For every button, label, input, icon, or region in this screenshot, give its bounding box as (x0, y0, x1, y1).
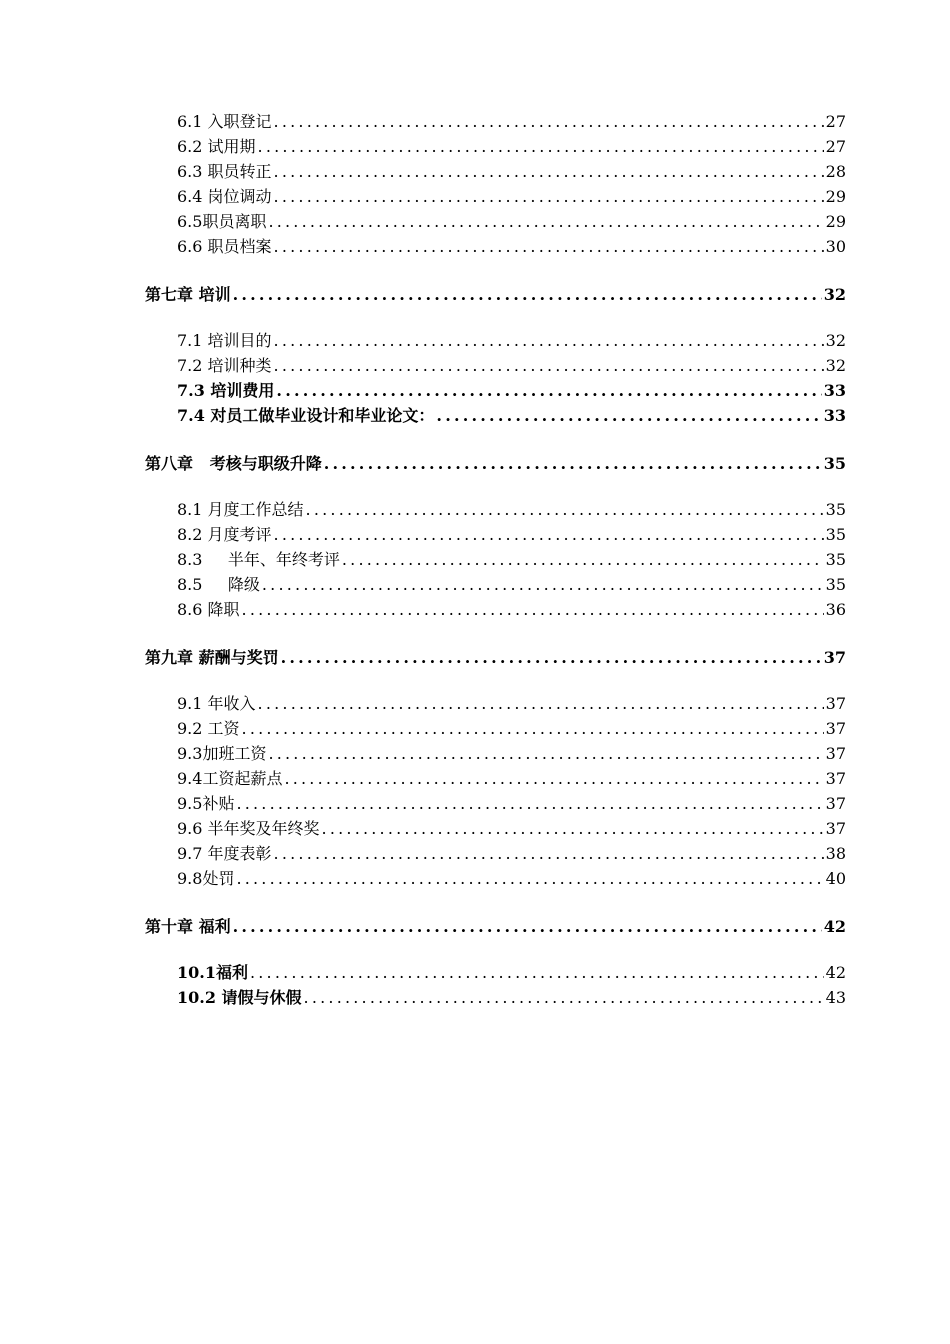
toc-dot-leader (342, 550, 824, 570)
toc-dot-leader (268, 212, 823, 232)
toc-page-number: 37 (825, 719, 846, 738)
toc-dot-leader (306, 500, 824, 520)
toc-section-entry[interactable] (177, 595, 846, 620)
toc-section-entry[interactable] (177, 958, 846, 983)
toc-entry-title: 第七章 培训 (145, 285, 231, 304)
toc-entry-title: 7.2 培训种类 (177, 356, 272, 375)
toc-section-entry[interactable] (177, 495, 846, 520)
toc-chapter-entry[interactable] (145, 449, 846, 474)
toc-dot-leader (268, 744, 823, 764)
toc-entry-title: 9.5补贴 (177, 794, 235, 813)
toc-entry-title: 第八章 考核与职级升降 (145, 454, 322, 473)
toc-entry-title: 第十章 福利 (145, 917, 231, 936)
toc-dot-leader (274, 844, 824, 864)
toc-entry-title: 9.4工资起薪点 (177, 769, 283, 788)
toc-entry-title: 6.2 试用期 (177, 137, 256, 156)
toc-page-number: 43 (825, 988, 846, 1007)
toc-entry-title: 8.5 降级 (177, 575, 260, 594)
toc-page-number: 40 (825, 869, 846, 888)
toc-page-number: 27 (825, 112, 846, 131)
toc-entry-title: 6.4 岗位调动 (177, 187, 272, 206)
toc-dot-leader (322, 819, 824, 839)
toc-section-entry[interactable] (177, 789, 846, 814)
toc-dot-leader (258, 137, 824, 157)
toc-entry-title: 6.3 职员转正 (177, 162, 272, 181)
toc-dot-leader (262, 575, 824, 595)
toc-dot-leader (236, 794, 823, 814)
toc-section-entry[interactable] (177, 714, 846, 739)
toc-page-number: 37 (823, 648, 846, 667)
toc-entry-title: 6.6 职员档案 (177, 237, 272, 256)
toc-section-entry[interactable] (177, 401, 846, 426)
toc-page-number: 33 (823, 406, 846, 425)
toc-dot-leader (242, 600, 824, 620)
toc-dot-leader (236, 869, 823, 889)
toc-dot-leader (250, 963, 824, 983)
toc-page-number: 37 (825, 819, 846, 838)
toc-dot-leader (258, 694, 824, 714)
toc-section-entry[interactable] (177, 739, 846, 764)
toc-page-number: 35 (823, 454, 846, 473)
toc-dot-leader (274, 237, 824, 257)
toc-entry-title: 9.8处罚 (177, 869, 235, 888)
toc-entry-title: 8.2 月度考评 (177, 525, 272, 544)
toc-section-entry[interactable] (177, 689, 846, 714)
toc-page-number: 35 (825, 500, 846, 519)
toc-dot-leader (436, 406, 821, 426)
toc-page-number: 32 (823, 285, 846, 304)
toc-page-number: 35 (825, 550, 846, 569)
toc-page-number: 29 (825, 187, 846, 206)
toc-section-entry[interactable] (177, 376, 846, 401)
toc-section-entry[interactable] (177, 545, 846, 570)
toc-chapter-entry[interactable] (145, 643, 846, 668)
toc-page-number: 37 (825, 744, 846, 763)
toc-dot-leader (276, 381, 821, 401)
toc-dot-leader (324, 454, 822, 474)
toc-dot-leader (233, 917, 822, 937)
toc-page-number: 37 (825, 769, 846, 788)
toc-entry-title: 9.1 年收入 (177, 694, 256, 713)
toc-page-number: 32 (825, 331, 846, 350)
toc-entry-title: 8.3 半年、年终考评 (177, 550, 340, 569)
toc-page-number: 36 (825, 600, 846, 619)
toc-dot-leader (233, 285, 822, 305)
toc-dot-leader (274, 331, 824, 351)
toc-section-entry[interactable] (177, 570, 846, 595)
toc-dot-leader (274, 356, 824, 376)
toc-entry-title: 7.4 对员工做毕业设计和毕业论文： (177, 406, 435, 425)
toc-page-number: 35 (825, 575, 846, 594)
toc-entry-title: 10.2 请假与休假 (177, 988, 302, 1007)
toc-page-number: 37 (825, 694, 846, 713)
toc-dot-leader (242, 719, 824, 739)
toc-section-entry[interactable] (177, 814, 846, 839)
toc-dot-leader (284, 769, 823, 789)
toc-entry-title: 第九章 薪酬与奖罚 (145, 648, 279, 667)
toc-page-number: 27 (825, 137, 846, 156)
toc-page-number: 29 (825, 212, 846, 231)
toc-section-entry[interactable] (177, 764, 846, 789)
toc-page-number: 37 (825, 794, 846, 813)
toc-dot-leader (274, 525, 824, 545)
toc-entry-title: 8.1 月度工作总结 (177, 500, 304, 519)
toc-entry-title: 9.7 年度表彰 (177, 844, 272, 863)
toc-entry-title: 8.6 降职 (177, 600, 240, 619)
toc-page-number: 33 (823, 381, 846, 400)
toc-page-number: 28 (825, 162, 846, 181)
toc-section-entry[interactable] (177, 107, 846, 132)
toc-entry-title: 7.1 培训目的 (177, 331, 272, 350)
toc-dot-leader (281, 648, 822, 668)
toc-page-number: 38 (825, 844, 846, 863)
toc-section-entry[interactable] (177, 132, 846, 157)
toc-entry-title: 9.3加班工资 (177, 744, 267, 763)
toc-dot-leader (274, 162, 824, 182)
toc-section-entry[interactable] (177, 983, 846, 1008)
toc-page-number: 35 (825, 525, 846, 544)
toc-section-entry[interactable] (177, 326, 846, 351)
toc-section-entry[interactable] (177, 182, 846, 207)
toc-chapter-entry[interactable] (145, 912, 846, 937)
toc-section-entry[interactable] (177, 351, 846, 376)
toc-section-entry[interactable] (177, 864, 846, 889)
toc-dot-leader (304, 988, 824, 1008)
toc-dot-leader (274, 187, 824, 207)
toc-entry-title: 9.6 半年奖及年终奖 (177, 819, 320, 838)
toc-section-entry[interactable] (177, 207, 846, 232)
toc-page-number: 30 (825, 237, 846, 256)
toc-chapter-entry[interactable] (145, 280, 846, 305)
toc-dot-leader (274, 112, 824, 132)
toc-entry-title: 6.5职员离职 (177, 212, 267, 231)
toc-entry-title: 10.1福利 (177, 963, 248, 982)
toc-entry-title: 6.1 入职登记 (177, 112, 272, 131)
toc-entry-title: 9.2 工资 (177, 719, 240, 738)
toc-section-entry[interactable] (177, 520, 846, 545)
toc-page-number: 42 (823, 917, 846, 936)
toc-page-number: 42 (825, 963, 846, 982)
toc-page-number: 32 (825, 356, 846, 375)
toc-section-entry[interactable] (177, 157, 846, 182)
toc-section-entry[interactable] (177, 232, 846, 257)
toc-entry-title: 7.3 培训费用 (177, 381, 275, 400)
toc-section-entry[interactable] (177, 839, 846, 864)
